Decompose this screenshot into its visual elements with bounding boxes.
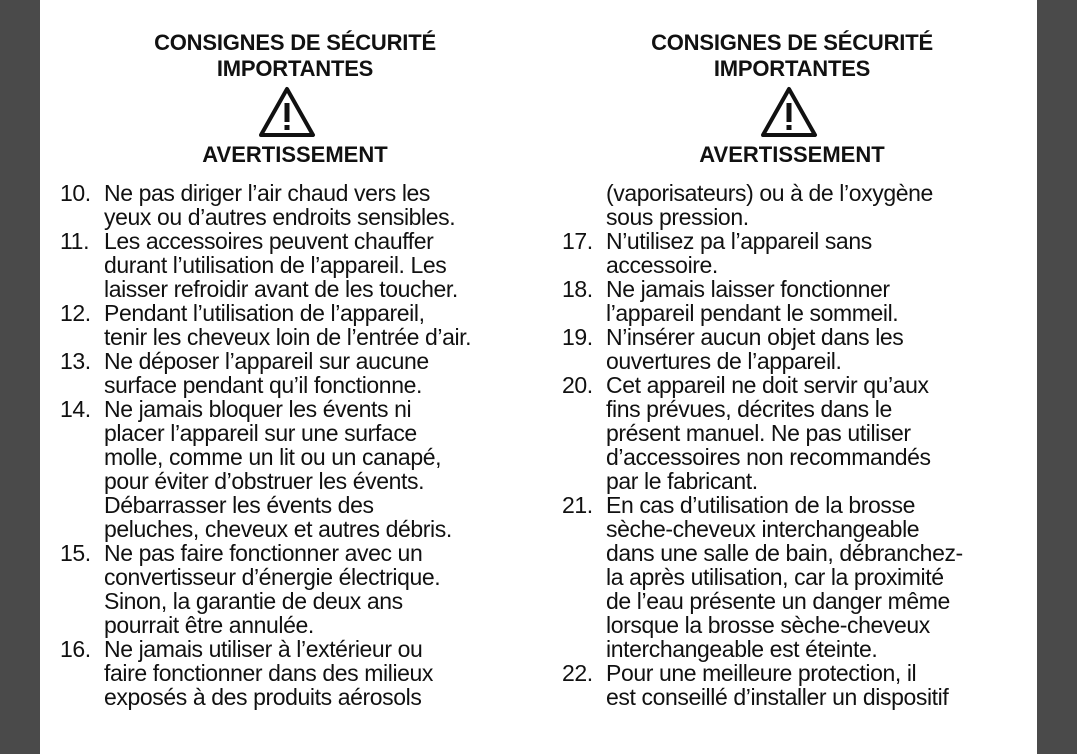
list-item — [562, 373, 1022, 493]
page-border-left — [0, 0, 40, 754]
heading-line: CONSIGNES DE SÉCURITÉ — [651, 30, 933, 55]
list-item — [60, 541, 530, 637]
item-text-line: dans une salle de bain, débranchez- — [606, 540, 963, 566]
list-item — [562, 277, 1022, 325]
item-text-line: exposés à des produits aérosols — [104, 684, 422, 710]
heading-line: CONSIGNES DE SÉCURITÉ — [154, 30, 436, 55]
item-number: 20. — [562, 372, 593, 398]
item-text-line: par le fabricant. — [606, 468, 758, 494]
item-number: 17. — [562, 228, 593, 254]
list-item — [60, 229, 530, 301]
item-text-line: est conseillé d’installer un dispositif — [606, 684, 949, 710]
item-text-line: présent manuel. Ne pas utiliser — [606, 420, 911, 446]
continued-text — [562, 181, 1022, 229]
item-number: 16. — [60, 636, 91, 662]
item-number: 19. — [562, 324, 593, 350]
item-text-line: Ne jamais utiliser à l’extérieur ou — [104, 636, 423, 662]
item-text-line: Les accessoires peuvent chauffer — [104, 228, 434, 254]
item-text-line: sèche-cheveux interchangeable — [606, 516, 920, 542]
item-text-line: N’utilisez pa l’appareil sans — [606, 228, 872, 254]
item-text-line: Pendant l’utilisation de l’appareil, — [104, 300, 425, 326]
item-text-line: placer l’appareil sur une surface — [104, 420, 417, 446]
item-text-line: Ne jamais laisser fonctionner — [606, 276, 890, 302]
item-number: 18. — [562, 276, 593, 302]
item-number: 15. — [60, 540, 91, 566]
item-text-line: Ne pas faire fonctionner avec un — [104, 540, 423, 566]
section-heading — [562, 30, 1022, 82]
item-text-line: Ne déposer l’appareil sur aucune — [104, 348, 429, 374]
item-text-line: la après utilisation, car la proximité — [606, 564, 944, 590]
right-column — [562, 0, 1022, 754]
item-text-line: pourrait être annulée. — [104, 612, 314, 638]
item-number: 22. — [562, 660, 593, 686]
warning-triangle-icon — [760, 86, 818, 138]
item-text-line: surface pendant qu’il fonctionne. — [104, 372, 422, 398]
list-item — [60, 397, 530, 541]
list-item — [60, 181, 530, 229]
item-text-line: laisser refroidir avant de les toucher. — [104, 276, 458, 302]
item-text-line: l’appareil pendant le sommeil. — [606, 300, 899, 326]
item-number: 10. — [60, 180, 91, 206]
list-item — [562, 661, 1022, 709]
item-number: 13. — [60, 348, 91, 374]
list-item — [60, 637, 530, 709]
item-text-line: (vaporisateurs) ou à de l’oxygène — [606, 180, 933, 206]
item-text-line: Pour une meilleure protection, il — [606, 660, 917, 686]
list-item — [562, 493, 1022, 661]
item-text-line: d’accessoires non recommandés — [606, 444, 931, 470]
item-text-line: fins prévues, décrites dans le — [606, 396, 892, 422]
item-number: 11. — [60, 228, 90, 254]
item-number: 14. — [60, 396, 91, 422]
safety-list — [60, 181, 530, 709]
item-number: 12. — [60, 300, 91, 326]
section-heading — [60, 30, 530, 82]
item-text-line: interchangeable est éteinte. — [606, 636, 878, 662]
item-text-line: Cet appareil ne doit servir qu’aux — [606, 372, 929, 398]
item-text-line: convertisseur d’énergie électrique. — [104, 564, 441, 590]
item-number: 21. — [562, 492, 593, 518]
item-text-line: N’insérer aucun objet dans les — [606, 324, 904, 350]
item-text-line: ouvertures de l’appareil. — [606, 348, 842, 374]
item-text-line: En cas d’utilisation de la brosse — [606, 492, 915, 518]
left-column — [60, 0, 530, 754]
item-text-line: molle, comme un lit ou un canapé, — [104, 444, 442, 470]
list-item — [60, 301, 530, 349]
item-text-line: tenir les cheveux loin de l’entrée d’air. — [104, 324, 472, 350]
item-text-line: de l’eau présente un danger même — [606, 588, 950, 614]
item-text-line: pour éviter d’obstruer les évents. — [104, 468, 425, 494]
warning-label: AVERTISSEMENT — [699, 142, 885, 167]
item-text-line: peluches, cheveux et autres débris. — [104, 516, 452, 542]
page-border-right — [1037, 0, 1077, 754]
list-item — [562, 229, 1022, 277]
warning-label: AVERTISSEMENT — [202, 142, 388, 167]
list-item — [562, 325, 1022, 373]
item-text-line: sous pression. — [606, 204, 749, 230]
item-text-line: yeux ou d’autres endroits sensibles. — [104, 204, 456, 230]
warning-triangle-icon — [258, 86, 316, 138]
item-text-line: accessoire. — [606, 252, 718, 278]
safety-list — [562, 181, 1022, 709]
list-item — [60, 349, 530, 397]
item-text-line: Débarrasser les évents des — [104, 492, 374, 518]
item-text-line: lorsque la brosse sèche-cheveux — [606, 612, 930, 638]
item-text-line: durant l’utilisation de l’appareil. Les — [104, 252, 447, 278]
item-text-line: Ne jamais bloquer les évents ni — [104, 396, 412, 422]
heading-line: IMPORTANTES — [713, 56, 871, 81]
item-text-line: faire fonctionner dans des milieux — [104, 660, 434, 686]
item-text-line: Sinon, la garantie de deux ans — [104, 588, 403, 614]
heading-line: IMPORTANTES — [216, 56, 374, 81]
item-text-line: Ne pas diriger l’air chaud vers les — [104, 180, 431, 206]
